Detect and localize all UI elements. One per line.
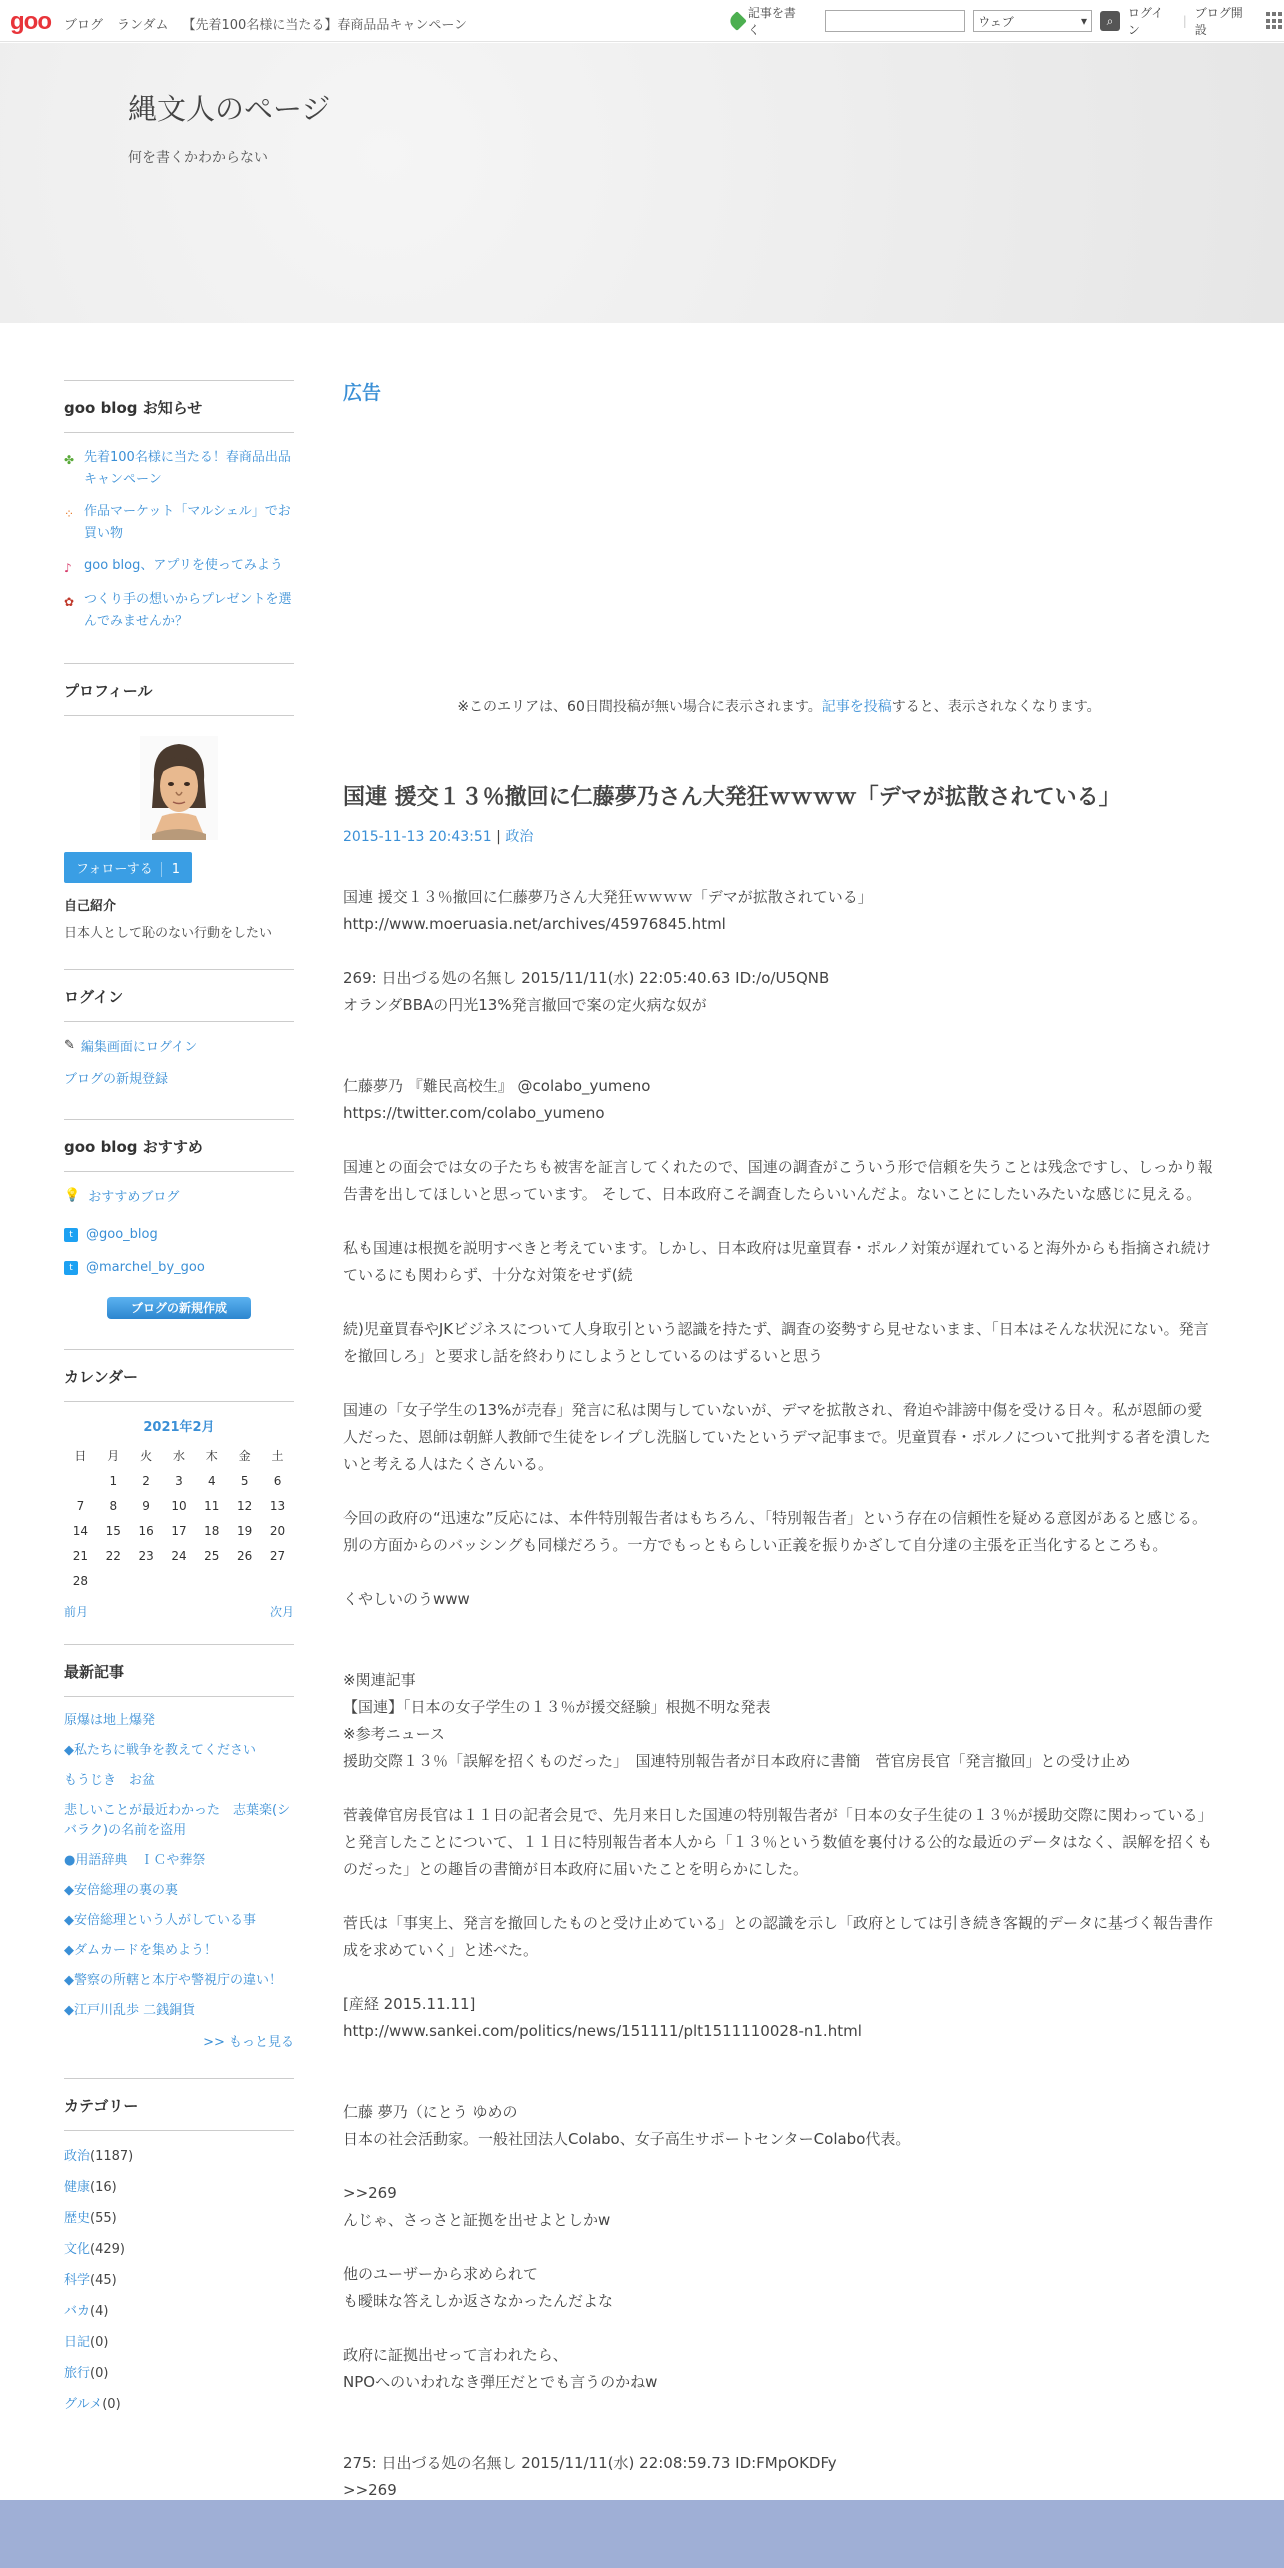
ad-title: 広告 bbox=[343, 382, 382, 404]
weekday: 金 bbox=[238, 1449, 251, 1463]
body-line: >>269 bbox=[343, 2184, 397, 2202]
body-line: 仁藤 夢乃（にとう ゆめの bbox=[343, 2103, 518, 2121]
body-line: 仁藤夢乃 『難民高校生』 @colabo_yumeno bbox=[343, 1077, 651, 1095]
notice-text: つくり手の想いからプレゼントを選んでみませんか？ bbox=[84, 592, 292, 629]
calendar-day: 17 bbox=[171, 1523, 187, 1538]
recent-article-link[interactable]: ◆私たちに戦争を教えてください bbox=[64, 1743, 256, 1758]
profile-avatar[interactable] bbox=[140, 736, 218, 840]
body-line: んじゃ、さっさと証拠を出せよとしかw bbox=[343, 2211, 611, 2229]
weekday: 土 bbox=[271, 1449, 284, 1463]
blank-line bbox=[343, 1370, 1215, 1397]
body-line: ※関連記事 bbox=[343, 1671, 416, 1689]
intro-title: 自己紹介 bbox=[64, 899, 117, 914]
login-section bbox=[64, 969, 294, 1091]
recent-article-link[interactable]: 原爆は地上爆発 bbox=[64, 1713, 156, 1728]
next-month-link[interactable]: 次月 bbox=[269, 1605, 294, 1619]
category-link[interactable]: 旅行 bbox=[64, 2366, 91, 2381]
category-count: (0) bbox=[90, 2335, 109, 2350]
calendar-day: 8 bbox=[109, 1498, 118, 1513]
open-blog-link[interactable]: ブログ開設 bbox=[1194, 6, 1243, 37]
apps-grid-icon[interactable] bbox=[1266, 12, 1284, 30]
intro-text: 日本人として恥のない行動をしたい bbox=[64, 926, 273, 941]
calendar-day: 5 bbox=[240, 1473, 249, 1488]
category-item bbox=[64, 2269, 294, 2288]
calendar-day: 7 bbox=[76, 1498, 85, 1513]
blank-line bbox=[343, 1964, 1215, 1991]
calendar-day: 6 bbox=[273, 1473, 282, 1488]
calendar-day bbox=[228, 1568, 261, 1593]
calendar-week bbox=[64, 1543, 294, 1568]
recommend-title: goo blog おすすめ bbox=[64, 1120, 294, 1172]
blog-header bbox=[0, 43, 1284, 323]
calendar-title: カレンダー bbox=[64, 1350, 294, 1402]
prev-month-link[interactable]: 前月 bbox=[64, 1605, 89, 1619]
calendar-day: 1 bbox=[109, 1473, 118, 1488]
create-blog-button[interactable]: ブログの新規作成 bbox=[107, 1297, 251, 1319]
notice-text: goo blog、アプリを使ってみよう bbox=[84, 558, 283, 573]
category-count: (0) bbox=[102, 2397, 121, 2412]
login-link[interactable]: ログイン bbox=[1127, 6, 1164, 37]
recent-article-link[interactable]: ◆江戸川乱歩 二銭銅貨 bbox=[64, 2003, 196, 2018]
body-line: NPOへのいわれなき弾圧だとでも言うのかねw bbox=[343, 2373, 658, 2391]
calendar-caption: 2021年2月 bbox=[143, 1420, 215, 1435]
calendar-day bbox=[97, 1568, 130, 1593]
twitter-icon: t bbox=[64, 1228, 78, 1242]
follow-label: フォローする bbox=[76, 862, 153, 877]
category-count: (0) bbox=[90, 2366, 109, 2381]
calendar-day: 25 bbox=[204, 1548, 220, 1563]
calendar-weekdays bbox=[64, 1443, 294, 1468]
search-scope-value: ウェブ bbox=[978, 14, 1014, 29]
calendar-day: 21 bbox=[72, 1548, 89, 1563]
music-note-icon: ♪ bbox=[64, 561, 72, 575]
recent-article-link[interactable]: ●用語辞典 ＩＣや葬祭 bbox=[64, 1853, 206, 1868]
category-count: (1187) bbox=[90, 2149, 134, 2164]
calendar-week bbox=[64, 1493, 294, 1518]
calendar-day: 26 bbox=[237, 1548, 253, 1563]
category-item bbox=[64, 2176, 294, 2195]
calendar-day: 18 bbox=[204, 1523, 220, 1538]
blog-subtitle: 何を書くかわからない bbox=[128, 150, 268, 166]
blank-line bbox=[343, 1046, 1215, 1073]
ad-note-text: すると、表示されなくなります。 bbox=[891, 699, 1101, 715]
blank-line bbox=[343, 2396, 1215, 2423]
category-item bbox=[64, 2300, 294, 2319]
top-nav bbox=[64, 14, 467, 33]
blank-line bbox=[343, 1208, 1215, 1235]
calendar-day: 15 bbox=[105, 1523, 121, 1538]
recent-title: 最新記事 bbox=[64, 1645, 294, 1697]
body-line: [産経 2015.11.11] bbox=[343, 1995, 476, 2013]
post-article-link[interactable]: 記事を投稿 bbox=[821, 699, 892, 715]
calendar-week bbox=[64, 1568, 294, 1593]
body-line: 国連の「女子学生の13%が売春」発言に私は関与していないが、デマを拡散され、脅迫や誹謗中傷を受ける日々。私が恩師の愛人だった、恩師は朝鮮人教師で生徒をレイプし洗脳していたというデマ記事まで。児童買春・ポルノについて批判する者を潰したいと考える人はたくさんいる。 bbox=[343, 1401, 1211, 1473]
calendar-day: 11 bbox=[204, 1498, 220, 1513]
category-item bbox=[64, 2145, 294, 2164]
sidebar bbox=[64, 380, 294, 2424]
recent-article-link[interactable]: ◆安倍総理という人がしている事 bbox=[64, 1913, 256, 1928]
body-line: 他のユーザーから求められて bbox=[343, 2265, 539, 2283]
category-item bbox=[64, 2362, 294, 2381]
category-link[interactable]: 文化 bbox=[64, 2242, 91, 2257]
body-line: 菅氏は「事実上、発言を撤回したものと受け止めている」との認識を示し「政府としては引き続き客観的データに基づく報告書作成を求めていく」と述べた。 bbox=[343, 1914, 1214, 1959]
notice-section bbox=[64, 380, 294, 633]
notice-text: 先着100名様に当たる！春商品出品キャンペーン bbox=[84, 450, 291, 487]
calendar-day: 16 bbox=[138, 1523, 154, 1538]
body-line: 【国連】「日本の女子学生の１３％が援交経験」根拠不明な発表 bbox=[343, 1698, 771, 1716]
calendar-day: 14 bbox=[72, 1523, 89, 1538]
blank-line bbox=[343, 2423, 1215, 2450]
calendar-day: 24 bbox=[171, 1548, 187, 1563]
entry-body bbox=[343, 884, 1215, 2504]
calendar bbox=[64, 1416, 294, 1593]
blank-line bbox=[343, 1289, 1215, 1316]
goo-logo[interactable]: goo bbox=[10, 8, 51, 35]
blank-line bbox=[343, 2315, 1215, 2342]
body-line: 275: 日出づる処の名無し 2015/11/11(水) 22:08:59.73 ID:FMpOKDFy bbox=[343, 2454, 837, 2472]
top-bar-right bbox=[730, 6, 1284, 37]
twitter-item[interactable] bbox=[64, 1227, 294, 1242]
twitter-item[interactable] bbox=[64, 1260, 294, 1275]
twitter-link: @marchel_by_goo bbox=[86, 1260, 205, 1275]
notice-item[interactable] bbox=[64, 447, 294, 491]
category-title: カテゴリー bbox=[64, 2079, 294, 2131]
gift-icon: ✿ bbox=[64, 595, 75, 609]
category-count: (16) bbox=[90, 2180, 117, 2195]
category-count: (55) bbox=[90, 2211, 117, 2226]
body-line: 国連との面会では女の子たちも被害を証言してくれたので、国連の調査がこういう形で信頼を失うことは残念ですし、しっかり報告書を出してほしいと思っています。 そして、日本政府こそ調査したらいいんだよ。ないことにしたいみたいな感じに見える。 bbox=[343, 1158, 1213, 1203]
category-item bbox=[64, 2207, 294, 2226]
follow-count: 1 bbox=[161, 862, 180, 877]
weekday: 木 bbox=[205, 1449, 218, 1463]
main-content bbox=[343, 380, 1215, 2499]
entry-date[interactable]: 2015-11-13 20:43:51 bbox=[343, 829, 492, 845]
weekday: 日 bbox=[74, 1449, 87, 1463]
calendar-day bbox=[163, 1568, 196, 1593]
calendar-day bbox=[261, 1568, 294, 1593]
clover-icon: ✤ bbox=[64, 453, 75, 467]
notice-title: goo blog お知らせ bbox=[64, 381, 294, 433]
category-link[interactable]: グルメ bbox=[64, 2397, 103, 2412]
calendar-section bbox=[64, 1349, 294, 1620]
body-line: 今回の政府の“迅速な”反応には、本件特別報告者はもちろん、「特別報告者」という存在の信頼性を疑める意図があると感じる。別の方面からのバッシングも同様だろう。一方でもっともらしい正義を振りかざして自分達の主張を正当化するところも。 bbox=[343, 1509, 1207, 1554]
search-input[interactable] bbox=[825, 10, 965, 32]
calendar-week bbox=[64, 1468, 294, 1493]
category-link[interactable]: バカ bbox=[64, 2304, 91, 2319]
calendar-day: 27 bbox=[269, 1548, 286, 1563]
login-title: ログイン bbox=[64, 970, 294, 1022]
body-line[interactable]: https://twitter.com/colabo_yumeno bbox=[343, 1104, 605, 1122]
write-article-label: 記事を書く bbox=[747, 6, 796, 37]
recent-section bbox=[64, 1644, 294, 2050]
blank-line bbox=[343, 1775, 1215, 1802]
blank-line bbox=[343, 1883, 1215, 1910]
category-section bbox=[64, 2078, 294, 2412]
body-line: も曖昧な答えしか返さなかったんだよな bbox=[343, 2292, 614, 2310]
notice-text: 作品マーケット「マルシェル」でお買い物 bbox=[84, 504, 291, 541]
category-count: (429) bbox=[90, 2242, 125, 2257]
blank-line bbox=[343, 1127, 1215, 1154]
notice-item[interactable] bbox=[64, 501, 294, 545]
search-scope-select[interactable] bbox=[973, 10, 1092, 32]
blank-line bbox=[343, 2234, 1215, 2261]
follow-button[interactable] bbox=[64, 852, 192, 883]
recent-article-link[interactable]: ◆安倍総理の裏の裏 bbox=[64, 1883, 178, 1898]
recent-article-link[interactable]: もうじき お盆 bbox=[64, 1773, 156, 1788]
notice-item[interactable] bbox=[64, 555, 294, 579]
body-line: 政府に証拠出せって言われたら、 bbox=[343, 2346, 568, 2364]
lightbulb-icon: 💡 bbox=[64, 1188, 81, 1203]
ad-note-text: ※このエリアは、60日間投稿が無い場合に表示されます。 bbox=[457, 699, 822, 715]
body-line: くやしいのうwww bbox=[343, 1590, 470, 1608]
blog-title[interactable]: 縄文人のページ bbox=[128, 92, 331, 126]
search-icon: ⌕ bbox=[1106, 13, 1114, 28]
blank-line bbox=[343, 1559, 1215, 1586]
login-edit-link[interactable]: 編集画面にログイン bbox=[80, 1040, 198, 1055]
calendar-day bbox=[130, 1568, 163, 1593]
more-articles-link[interactable]: >> もっと見る bbox=[203, 2035, 294, 2050]
nav-blog[interactable]: ブログ bbox=[64, 18, 104, 33]
weekday: 月 bbox=[107, 1449, 120, 1463]
blank-line bbox=[343, 1019, 1215, 1046]
body-line: オランダBBAの円光13%発言撤回で案の定火病な奴が bbox=[343, 996, 707, 1014]
category-item bbox=[64, 2331, 294, 2350]
blank-line bbox=[343, 2072, 1215, 2099]
body-line: 269: 日出づる処の名無し 2015/11/11(水) 22:05:40.63 ID:/o/U5QNB bbox=[343, 969, 830, 987]
calendar-day: 13 bbox=[269, 1498, 286, 1513]
recent-article-link[interactable]: ◆警察の所轄と本庁や警視庁の違い！ bbox=[64, 1973, 282, 1988]
calendar-day: 3 bbox=[175, 1473, 183, 1488]
recommend-blog-item[interactable] bbox=[64, 1186, 294, 1205]
calendar-day: 28 bbox=[72, 1573, 89, 1588]
category-link[interactable]: 政治 bbox=[64, 2149, 91, 2164]
calendar-day: 2 bbox=[142, 1473, 150, 1488]
body-line: 続)児童買春やJKビジネスについて人身取引という認識を持たず、調査の姿勢すら見せないまま、「日本はそんな状況にない。発言を撤回しろ」と要求し話を終わりにしようとしているのはずるいと思う bbox=[343, 1320, 1209, 1365]
notice-item[interactable] bbox=[64, 589, 294, 633]
blank-line bbox=[343, 1613, 1215, 1640]
profile-title: プロフィール bbox=[64, 664, 294, 716]
body-line[interactable]: http://www.moeruasia.net/archives/45976845.html bbox=[343, 915, 726, 933]
entry-category-link[interactable]: 政治 bbox=[505, 829, 534, 845]
body-line: ※参考ニュース bbox=[343, 1725, 445, 1743]
divider: | bbox=[1182, 14, 1187, 28]
profile-section bbox=[64, 663, 294, 941]
category-link[interactable]: 健康 bbox=[64, 2180, 91, 2195]
pen-icon: ✎ bbox=[64, 1038, 75, 1053]
ad-note bbox=[343, 694, 1215, 721]
nav-campaign[interactable]: 【先着100名様に当たる】春商品品キャンペーン bbox=[182, 18, 468, 33]
calendar-nav bbox=[64, 1603, 294, 1620]
category-count: (45) bbox=[90, 2273, 117, 2288]
weekday: 水 bbox=[172, 1449, 185, 1463]
entry-title[interactable]: 国連 援交１３％撤回に仁藤夢乃さん大発狂ｗｗｗｗ「デマが拡散されている」 bbox=[343, 785, 1121, 810]
body-line: >>269 bbox=[343, 2481, 397, 2499]
body-line: 私も国連は根拠を説明すべきと考えています。しかし、日本政府は児童買春・ポルノ対策が遅れていると海外からも指摘され続けているにも関わらず、十分な対策をせず(続 bbox=[343, 1239, 1211, 1284]
nav-random[interactable]: ランダム bbox=[117, 18, 169, 33]
write-article-link[interactable] bbox=[730, 4, 807, 38]
twitter-icon: t bbox=[64, 1261, 78, 1275]
body-line[interactable]: http://www.sankei.com/politics/news/151111/plt1511110028-n1.html bbox=[343, 2022, 862, 2040]
category-count: (4) bbox=[90, 2304, 109, 2319]
search-button[interactable] bbox=[1100, 11, 1120, 31]
recommend-blog-link: おすすめブログ bbox=[88, 1190, 180, 1205]
calendar-day bbox=[195, 1568, 228, 1593]
calendar-day: 22 bbox=[105, 1548, 121, 1563]
blank-line bbox=[343, 2153, 1215, 2180]
body-line: 日本の社会活動家。一般社団法人Colabo、女子高生サポートセンターColabo代表。 bbox=[343, 2130, 911, 2148]
top-bar bbox=[0, 0, 1284, 42]
calendar-day: 9 bbox=[142, 1498, 150, 1513]
blank-line bbox=[343, 2045, 1215, 2072]
category-link[interactable]: 科学 bbox=[64, 2273, 91, 2288]
login-edit-row bbox=[64, 1036, 294, 1055]
body-line: 国連 援交１３％撤回に仁藤夢乃さん大発狂ｗｗｗｗ「デマが拡散されている」 bbox=[343, 888, 873, 906]
category-item bbox=[64, 2238, 294, 2257]
meta-separator: | bbox=[496, 829, 501, 845]
pencil-icon bbox=[727, 11, 747, 31]
recent-article-link[interactable]: 悲しいことが最近わかった 志葉楽(シバラク)の名前を盗用 bbox=[64, 1803, 291, 1838]
recommend-section bbox=[64, 1119, 294, 1319]
new-blog-register-link[interactable]: ブログの新規登録 bbox=[64, 1072, 169, 1087]
calendar-day: 19 bbox=[237, 1523, 253, 1538]
chevron-down-icon: ▾ bbox=[1081, 14, 1088, 28]
category-link[interactable]: 歴史 bbox=[64, 2211, 91, 2226]
calendar-day: 4 bbox=[207, 1473, 216, 1488]
category-item bbox=[64, 2393, 294, 2412]
blank-line bbox=[343, 1478, 1215, 1505]
weekday: 火 bbox=[140, 1449, 153, 1463]
calendar-day: 20 bbox=[269, 1523, 286, 1538]
calendar-day: 23 bbox=[138, 1548, 154, 1563]
calendar-day bbox=[64, 1468, 97, 1493]
body-line: 菅義偉官房長官は１１日の記者会見で、先月来日した国連の特別報告者が「日本の女子生徒の１３％が援助交際に関わっている」と発言したことについて、１１日に特別報告者本人から「１３％という数値を裏付ける公的な最近のデータはなく、誤解を招くものだった」との趣旨の書簡が日本政府に届いたことを明らかにした。 bbox=[343, 1806, 1213, 1878]
category-link[interactable]: 日記 bbox=[64, 2335, 91, 2350]
calendar-day: 10 bbox=[171, 1498, 187, 1513]
twitter-link: @goo_blog bbox=[86, 1227, 158, 1242]
bottom-overlay bbox=[0, 2500, 1284, 2568]
blank-line bbox=[343, 938, 1215, 965]
entry-meta bbox=[343, 824, 533, 851]
body-line: 援助交際１３％「誤解を招くものだった」 国連特別報告者が日本政府に書簡 菅官房長官「発言撤回」との受け止め bbox=[343, 1752, 1131, 1770]
blank-line bbox=[343, 1640, 1215, 1667]
calendar-day: 12 bbox=[237, 1498, 253, 1513]
recent-article-link[interactable]: ◆ダムカードを集めよう！ bbox=[64, 1943, 217, 1958]
grid-icon: ⁘ bbox=[64, 507, 75, 521]
calendar-week bbox=[64, 1518, 294, 1543]
